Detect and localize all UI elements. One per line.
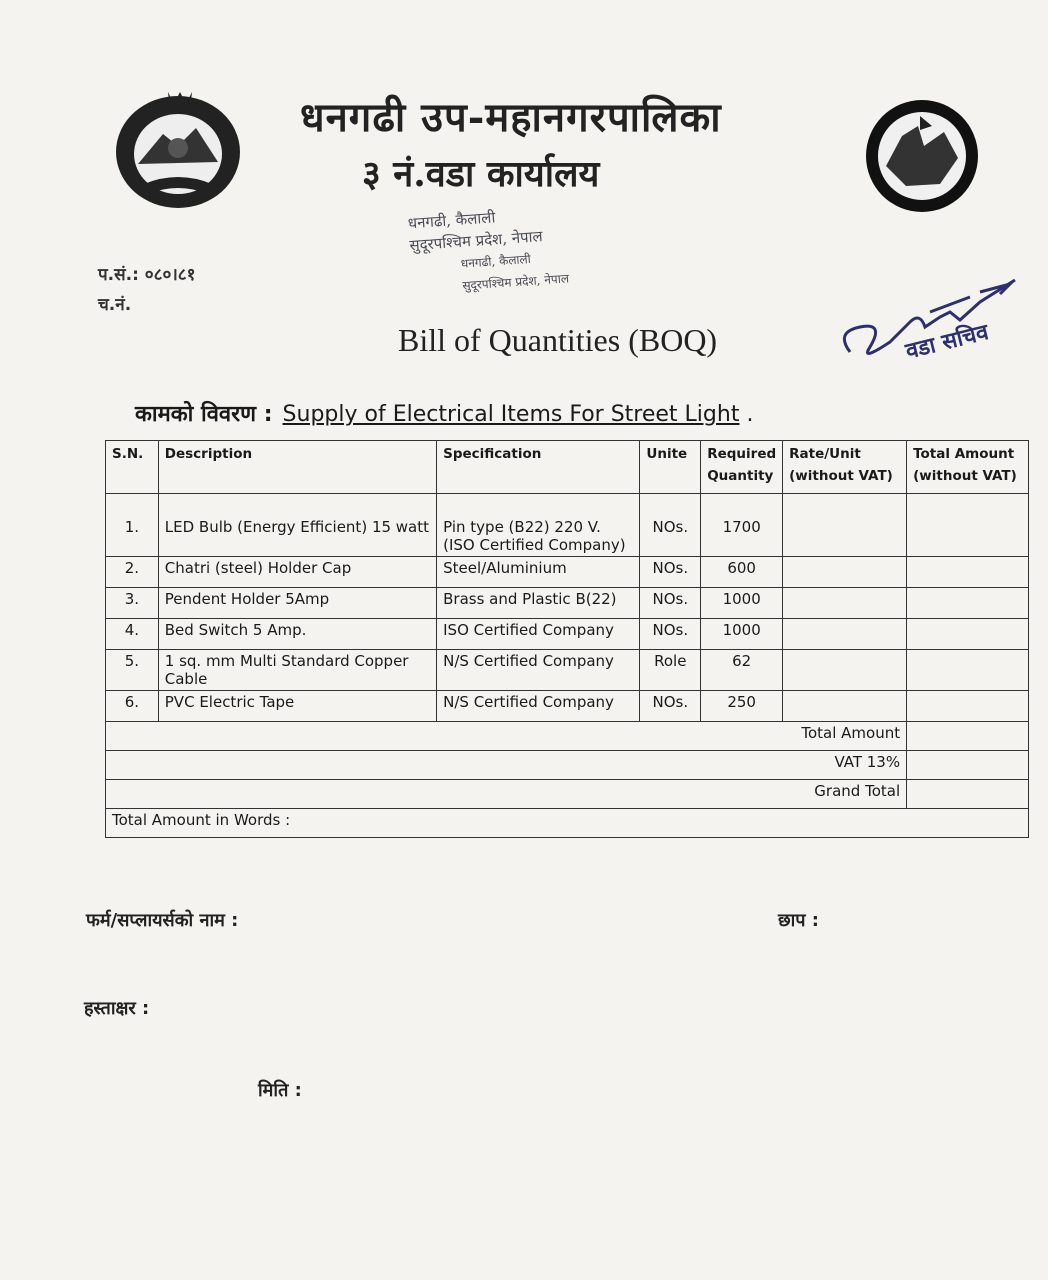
nepal-emblem-icon xyxy=(108,84,248,214)
document-title: Bill of Quantities (BOQ) xyxy=(398,322,718,358)
office-stamp xyxy=(407,198,623,300)
dispatch-label: च.नं. xyxy=(98,295,132,315)
cell-specification xyxy=(437,494,640,557)
cell-total xyxy=(907,691,1029,722)
vat-label: VAT 13% xyxy=(106,751,907,780)
header-description: Description xyxy=(158,441,436,494)
total-amount-label: Total Amount xyxy=(106,722,907,751)
cell-description: Bed Switch 5 Amp. xyxy=(158,619,436,650)
work-description: कामको विवरण : Supply of Electrical Items For Street Light . xyxy=(135,402,754,427)
header-rate-line: Rate/Unit xyxy=(789,446,861,462)
table-row xyxy=(106,588,1029,619)
cell-rate xyxy=(783,650,907,691)
cell-unit: Role xyxy=(640,650,701,691)
firm-name-label: फर्म/सप्लायर्सको नाम : xyxy=(86,910,239,931)
cell-sn: 5. xyxy=(106,650,159,691)
cell-specification: Brass and Plastic B(22) xyxy=(437,588,640,619)
cell-rate xyxy=(783,588,907,619)
cell-total xyxy=(907,557,1029,588)
cell-quantity: 1700 xyxy=(701,494,783,557)
signature-label: हस्ताक्षर : xyxy=(84,998,150,1019)
cell-quantity: 1000 xyxy=(701,588,783,619)
municipality-title: धनगढी उप-महानगरपालिका xyxy=(300,94,722,141)
cell-specification: Steel/Aluminium xyxy=(437,557,640,588)
cell-unit: NOs. xyxy=(640,494,701,557)
cell-description: Pendent Holder 5Amp xyxy=(158,588,436,619)
cell-total xyxy=(907,494,1029,557)
cell-total xyxy=(907,588,1029,619)
cell-quantity: 62 xyxy=(701,650,783,691)
cell-quantity: 600 xyxy=(701,557,783,588)
spec-line: Pin type (B22) 220 V. xyxy=(443,518,601,536)
signatory-title: वडा सचिव xyxy=(903,319,992,365)
seal-label: छाप : xyxy=(778,910,819,931)
header-total xyxy=(907,441,1029,494)
cell-sn: 1. xyxy=(106,494,159,557)
in-words-row xyxy=(106,809,1029,838)
boq-table xyxy=(105,440,1029,838)
ward-office-title: ३ नं.वडा कार्यालय xyxy=(362,153,600,195)
stamp-line: धनगढी, कैलाली xyxy=(460,251,532,271)
header-sn: S.N. xyxy=(106,441,159,494)
table-row xyxy=(106,619,1029,650)
cell-sn: 6. xyxy=(106,691,159,722)
in-words-label: Total Amount in Words : xyxy=(106,809,1029,838)
cell-quantity: 250 xyxy=(701,691,783,722)
table-row xyxy=(106,650,1029,691)
cell-specification: N/S Certified Company xyxy=(437,691,640,722)
ref-value: ०८०।८१ xyxy=(144,265,196,285)
cell-sn: 2. xyxy=(106,557,159,588)
cell-unit: NOs. xyxy=(640,588,701,619)
cell-total xyxy=(907,650,1029,691)
vat-value xyxy=(907,751,1029,780)
header-total-line: (without VAT) xyxy=(913,468,1017,484)
cell-rate xyxy=(783,494,907,557)
table-row xyxy=(106,691,1029,722)
header-specification: Specification xyxy=(437,441,640,494)
reference-block xyxy=(98,260,195,320)
ref-label: प.सं.: xyxy=(98,265,139,285)
table-row xyxy=(106,494,1029,557)
cell-sn: 3. xyxy=(106,588,159,619)
total-amount-row xyxy=(106,722,1029,751)
cell-description: LED Bulb (Energy Efficient) 15 watt xyxy=(158,494,436,557)
header-total-line: Total Amount xyxy=(913,446,1015,462)
cell-unit: NOs. xyxy=(640,691,701,722)
stamp-line: सुदूरपश्चिम प्रदेश, नेपाल xyxy=(461,271,570,293)
header-rate xyxy=(783,441,907,494)
stamp-line: सुदूरपश्चिम प्रदेश, नेपाल xyxy=(408,227,544,255)
total-amount-value xyxy=(907,722,1029,751)
cell-rate xyxy=(783,691,907,722)
grand-total-label: Grand Total xyxy=(106,780,907,809)
cell-total xyxy=(907,619,1029,650)
work-label: कामको विवरण : xyxy=(135,402,273,427)
header-quantity xyxy=(701,441,783,494)
cell-unit: NOs. xyxy=(640,619,701,650)
cell-sn: 4. xyxy=(106,619,159,650)
grand-total-row xyxy=(106,780,1029,809)
table-row xyxy=(106,557,1029,588)
table-header-row xyxy=(106,441,1029,494)
vat-row xyxy=(106,751,1029,780)
cell-rate xyxy=(783,557,907,588)
cell-rate xyxy=(783,619,907,650)
cell-description: Chatri (steel) Holder Cap xyxy=(158,557,436,588)
cell-description: PVC Electric Tape xyxy=(158,691,436,722)
grand-total-value xyxy=(907,780,1029,809)
work-value: Supply of Electrical Items For Street Light xyxy=(282,402,740,427)
cell-description: 1 sq. mm Multi Standard Copper Cable xyxy=(158,650,436,691)
header-unit: Unite xyxy=(640,441,701,494)
header-qty-line: Quantity xyxy=(707,468,774,484)
ward-logo-icon xyxy=(862,96,982,216)
cell-quantity: 1000 xyxy=(701,619,783,650)
cell-specification: N/S Certified Company xyxy=(437,650,640,691)
header-rate-line: (without VAT) xyxy=(789,468,893,484)
header-qty-line: Required xyxy=(707,446,777,462)
spec-line: (ISO Certified Company) xyxy=(443,536,626,554)
date-label: मिति : xyxy=(258,1080,302,1101)
cell-specification: ISO Certified Company xyxy=(437,619,640,650)
stamp-line: धनगढी, कैलाली xyxy=(407,208,496,233)
cell-unit: NOs. xyxy=(640,557,701,588)
